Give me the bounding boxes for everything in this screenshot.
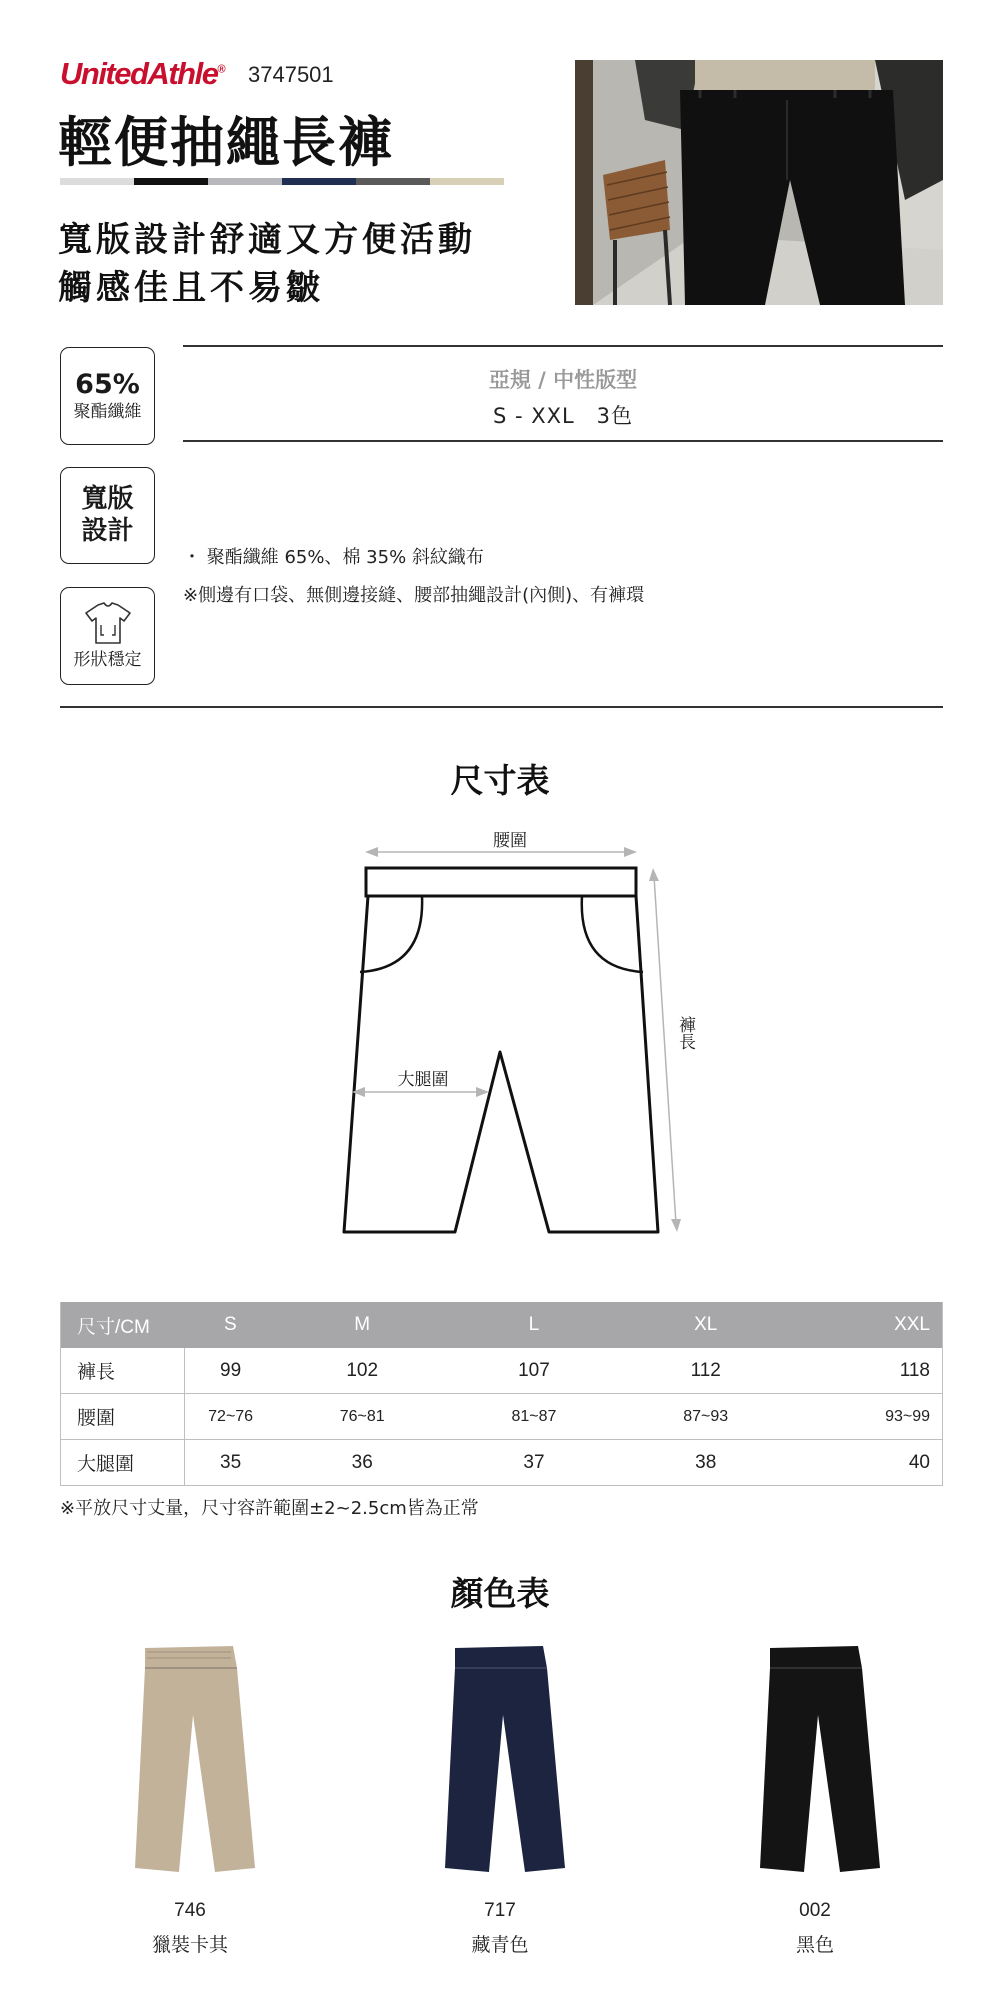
product-title: 輕便抽繩長褲 (58, 111, 394, 174)
pants-diagram (0, 820, 1000, 1260)
table-cell: 37 (448, 1440, 620, 1486)
table-cell: 76~81 (276, 1394, 448, 1440)
color-code: 746 (174, 1900, 206, 1921)
stripe-segment (134, 178, 208, 185)
size-chart-title: 尺寸表 (450, 761, 550, 800)
swatch-black[interactable] (730, 1640, 900, 1880)
tagline-line-1: 寬版設計舒適又方便活動 (58, 220, 476, 260)
stripe-segment (356, 178, 430, 185)
color-chart-title: 顏色表 (450, 1574, 550, 1613)
wide-fit-line-1: 寬版 (81, 484, 134, 515)
table-cell: 81~87 (448, 1394, 620, 1440)
fabric-details: ※側邊有口袋、無側邊接縫、腰部抽繩設計(內側)、有褲環 (183, 585, 645, 606)
stripe-segment (208, 178, 282, 185)
color-name: 獵裝卡其 (151, 1934, 228, 1956)
table-row (61, 1394, 943, 1440)
table-header-row (61, 1302, 943, 1348)
table-cell: 107 (448, 1348, 620, 1394)
polyester-percent: 65% (75, 368, 140, 400)
swatch-khaki[interactable] (105, 1640, 275, 1880)
fabric-composition: ・ 聚酯纖維 65%、棉 35% 斜紋織布 (183, 547, 484, 568)
wide-fit-badge (60, 467, 155, 564)
size-table (60, 1302, 943, 1486)
stripe-segment (430, 178, 504, 185)
table-cell: 112 (620, 1348, 792, 1394)
brand-logo: UnitedAthle® (60, 56, 225, 91)
thigh-label: 大腿圍 (388, 1065, 458, 1090)
table-cell: 102 (276, 1348, 448, 1394)
table-cell: 93~99 (792, 1394, 943, 1440)
header-cell: 尺寸/CM (61, 1302, 185, 1348)
row-label: 腰圍 (61, 1394, 185, 1440)
row-label: 褲長 (61, 1348, 185, 1394)
polyester-label: 聚酯纖維 (73, 402, 142, 423)
fit-type: 亞規 / 中性版型 (488, 368, 638, 392)
waist-label: 腰圍 (480, 826, 540, 851)
header-cell: S (184, 1302, 276, 1348)
table-cell: 118 (792, 1348, 943, 1394)
tshirt-icon (84, 601, 132, 649)
table-row (61, 1348, 943, 1394)
color-code: 717 (484, 1900, 516, 1921)
hero-photo (575, 60, 943, 305)
divider (60, 706, 943, 708)
table-cell: 38 (620, 1440, 792, 1486)
tagline-line-2: 觸感佳且不易皺 (58, 268, 324, 308)
swatch-navy[interactable] (415, 1640, 585, 1880)
table-row (61, 1440, 943, 1486)
table-cell: 72~76 (184, 1394, 276, 1440)
color-code: 002 (799, 1900, 831, 1921)
table-cell: 40 (792, 1440, 943, 1486)
shape-stable-badge (60, 587, 155, 685)
wide-fit-line-2: 設計 (81, 515, 134, 546)
stripe-segment (60, 178, 134, 185)
divider (183, 345, 943, 347)
measurement-note: ※平放尺寸丈量，尺寸容許範圍±2~2.5cm皆為正常 (60, 1498, 479, 1519)
header-cell: XXL (792, 1302, 943, 1348)
color-name: 黑色 (795, 1934, 834, 1956)
shape-stable-label: 形狀穩定 (73, 649, 142, 670)
table-cell: 35 (184, 1440, 276, 1486)
header-cell: M (276, 1302, 448, 1348)
polyester-badge (60, 347, 155, 445)
header-cell: XL (620, 1302, 792, 1348)
color-stripe (60, 178, 504, 185)
color-name: 藏青色 (471, 1934, 529, 1956)
header-cell: L (448, 1302, 620, 1348)
table-cell: 99 (184, 1348, 276, 1394)
length-label: 褲長 (675, 1016, 695, 1050)
row-label: 大腿圍 (61, 1440, 185, 1486)
size-range: S - XXL 3色 (492, 404, 634, 428)
divider (183, 440, 943, 442)
table-cell: 87~93 (620, 1394, 792, 1440)
stripe-segment (282, 178, 356, 185)
table-cell: 36 (276, 1440, 448, 1486)
product-code: 3747501 (248, 62, 334, 87)
